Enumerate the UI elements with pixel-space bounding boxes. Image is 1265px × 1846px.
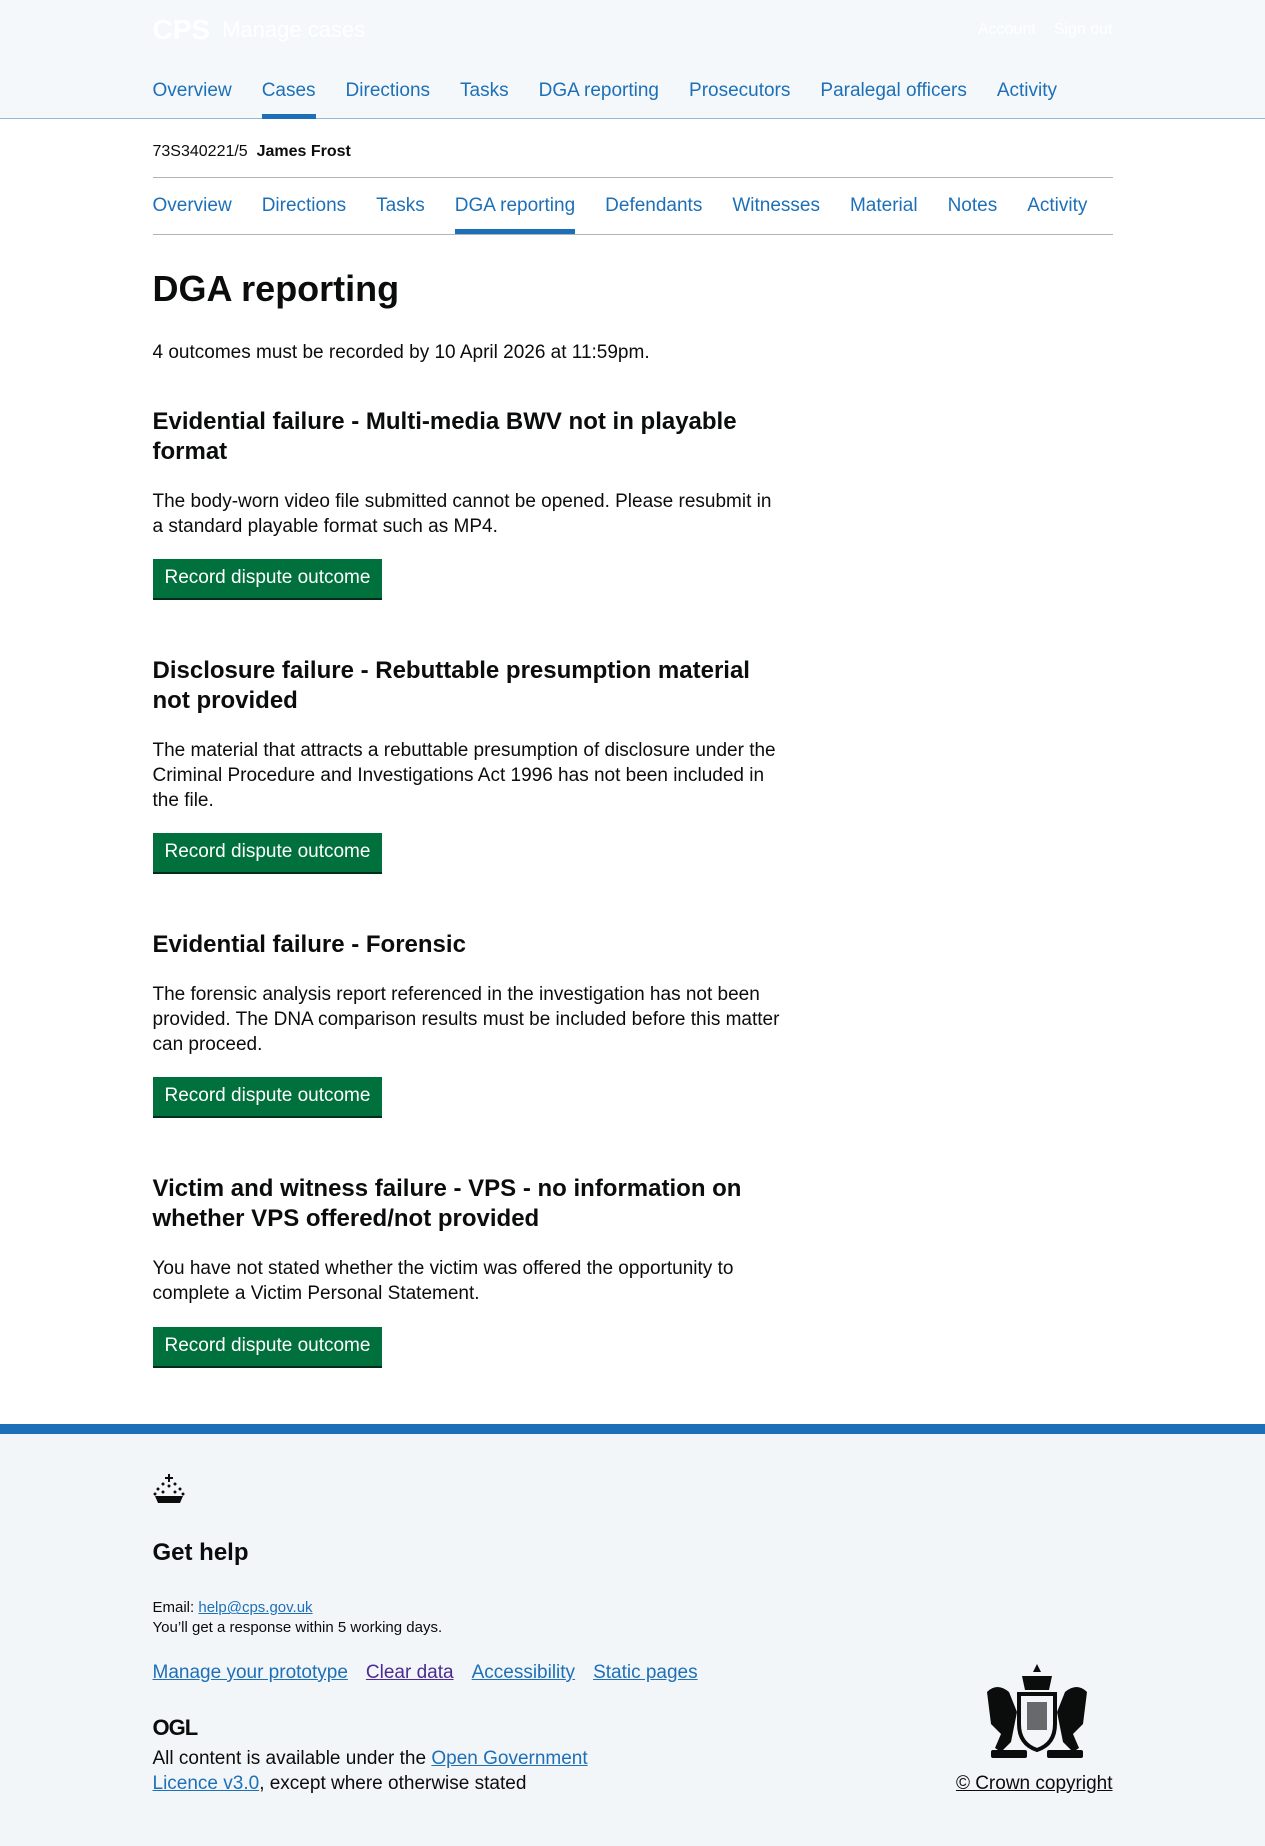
primary-nav-tasks[interactable]: Tasks <box>460 80 509 101</box>
clear-data-link[interactable]: Clear data <box>365 1661 454 1683</box>
footer <box>0 1424 1265 1846</box>
record-dispute-outcome-button[interactable]: Record dispute outcome <box>153 833 383 872</box>
failure-description: The material that attracts a rebuttable presumption of disclosure under the Criminal Procedure and Investigations Act 1996 has not been included in the file. <box>152 739 776 812</box>
primary-nav-prosecutors[interactable]: Prosecutors <box>689 80 791 101</box>
get-help-heading: Get help <box>152 1538 249 1566</box>
case-ref: 73S340221/5 <box>152 143 248 160</box>
account-link[interactable]: Account <box>977 21 1036 39</box>
crown-icon <box>153 1474 185 1504</box>
site-header <box>0 0 1265 60</box>
royal-coat-of-arms-icon <box>977 1662 1097 1764</box>
tab-tasks[interactable]: Tasks <box>376 195 425 217</box>
primary-nav-directions[interactable]: Directions <box>345 80 431 101</box>
tab-overview[interactable]: Overview <box>152 195 232 217</box>
primary-nav-dga-reporting[interactable]: DGA reporting <box>538 80 660 101</box>
primary-nav-overview[interactable]: Overview <box>152 80 232 101</box>
service-name[interactable]: Manage cases <box>222 17 366 43</box>
manage-prototype-link[interactable]: Manage your prototype <box>152 1661 348 1683</box>
tab-activity[interactable]: Activity <box>1027 195 1088 217</box>
sign-out-link[interactable]: Sign out <box>1053 21 1113 39</box>
licence-text: All content is available under the Open Government Licence v3.0, except where otherwise stated <box>152 1748 588 1795</box>
tab-directions[interactable]: Directions <box>261 195 347 217</box>
dga-outcome-item <box>153 930 783 1116</box>
response-text: You’ll get a response within 5 working days. <box>152 1619 443 1637</box>
primary-nav-cases[interactable]: Cases <box>262 60 316 119</box>
email-label: Email: <box>152 1599 195 1617</box>
failure-title: Evidential failure - Multi-media BWV not in playable format <box>152 407 737 465</box>
case-nav <box>153 178 1113 235</box>
ogl-logo: OGL <box>152 1714 198 1740</box>
case-summary <box>153 119 1113 178</box>
dga-outcome-item <box>153 407 783 598</box>
accessibility-link[interactable]: Accessibility <box>471 1661 576 1683</box>
static-pages-link[interactable]: Static pages <box>593 1661 698 1683</box>
record-dispute-outcome-button[interactable]: Record dispute outcome <box>153 1077 383 1116</box>
cps-logo[interactable]: CPS <box>152 13 211 45</box>
failure-description: The forensic analysis report referenced in the investigation has not been provided. The DNA comparison results must be included before this matter can proceed. <box>152 984 780 1056</box>
failure-title: Evidential failure - Forensic <box>152 931 466 959</box>
tab-notes[interactable]: Notes <box>947 195 998 217</box>
failure-title: Victim and witness failure - VPS - no information on whether VPS offered/not provided <box>152 1175 742 1233</box>
tab-material[interactable]: Material <box>849 195 918 217</box>
deadline-text: 4 outcomes must be recorded by 10 April 2026 at 11:59pm. <box>152 341 650 363</box>
failure-title: Disclosure failure - Rebuttable presumption material not provided <box>152 656 750 714</box>
royal-arms <box>956 1662 1113 1796</box>
record-dispute-outcome-button[interactable]: Record dispute outcome <box>153 1327 383 1366</box>
dga-outcome-item <box>153 1174 783 1365</box>
failure-description: The body-worn video file submitted cannot be opened. Please resubmit in a standard playable format such as MP4. <box>152 490 772 537</box>
help-email-link[interactable]: help@cps.gov.uk <box>198 1599 313 1617</box>
page-title: DGA reporting <box>152 268 400 310</box>
licence-link[interactable]: Open Government Licence v3.0 <box>152 1748 588 1795</box>
failure-description: You have not stated whether the victim was offered the opportunity to complete a Victim Personal Statement. <box>152 1258 734 1305</box>
tab-dga-reporting[interactable]: DGA reporting <box>455 178 575 234</box>
tab-defendants[interactable]: Defendants <box>605 195 703 217</box>
crown-copyright-link[interactable]: © Crown copyright <box>955 1773 1113 1795</box>
primary-nav-paralegal-officers[interactable]: Paralegal officers <box>820 80 967 101</box>
primary-nav-activity[interactable]: Activity <box>996 80 1058 101</box>
dga-outcome-item <box>153 656 783 872</box>
defendant-name: James Frost <box>256 143 351 160</box>
record-dispute-outcome-button[interactable]: Record dispute outcome <box>153 559 383 598</box>
tab-witnesses[interactable]: Witnesses <box>732 195 820 217</box>
